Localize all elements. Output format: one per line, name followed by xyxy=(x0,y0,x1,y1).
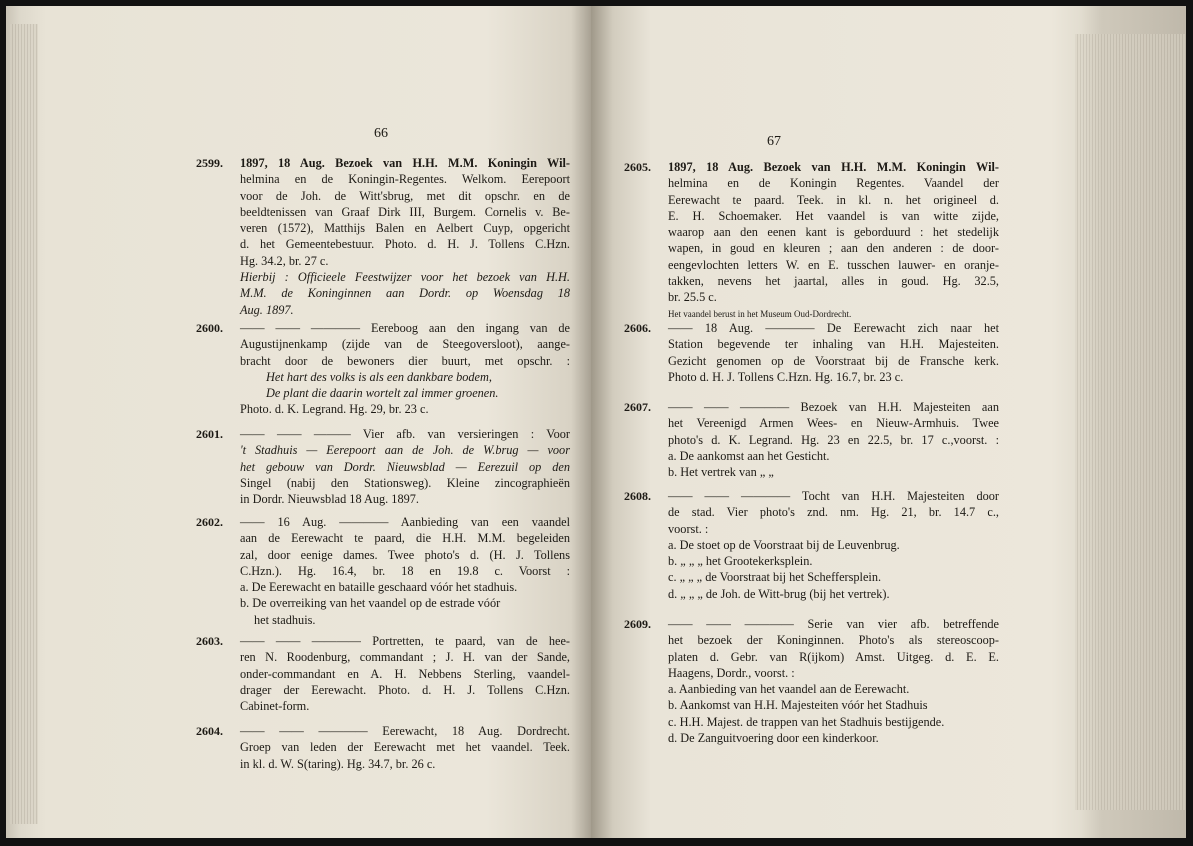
page-number-left: 66 xyxy=(374,126,388,141)
page-number-right: 67 xyxy=(767,134,781,149)
book-spread xyxy=(6,6,1186,838)
right-page: 67 2605. 1897, 18 Aug. Bezoek van H.H. M.M. Koningin Wil- helmina en de Koningin Regentes. Vaandel der Eerewacht te paard. Teek. in kl. n. het origineel d. E. H. Schoemaker. Het vaandel is van witte zijde, waarop aan den eenen kant is geborduurd : het stedelijk wapen, in goud en kleuren ; aan den anderen : de door- eengevlochten letters W. en E. tusschen lauwer- en oranje- takken, nevens het jaartal, alles in goud. Hg. 32.5, br. 25.5 c. Het vaandel berust in het Museum Oud-Dordrecht. 2606. —— 18 Aug. ———— De Eerewacht zich naar het Station begevende ter inhaling van H.H. Majesteiten. Gezicht genomen op de Voorstraat bij de Fransche kerk. Photo d. H. J. Tollens C.Hzn. Hg. 16.7, br. 23 c. 2607. —— —— ———— Bezoek van H.H. Majesteiten aan het Vereenigd Armen Wees- en Nieuw-Armhuis. Twee photo's d. K. Legrand. Hg. 23 en 22.5, br. 17 c.,voorst. : a. De aankomst aan het Gesticht. b. Het vertrek van „ „ 2608. —— —— ———— Tocht van H.H. Majesteiten door de stad. Vier photo's znd. nm. Hg. 21, br. 14.7 c., voorst. : a. De stoet op de Voorstraat bij de Leuvenbrug. b. „ „ „ het Grootekerksplein. c. „ „ „ de Voorstraat bij het Scheffersplein. d. „ „ „ de Joh. de Witt-brug (bij het vertrek). 2609. —— —— ———— Serie van vier afb. betreffende het bezoek der Koninginnen. Photo's als stereoscoop- platen d. Gebr. van R(ijkom) Amst. Uitgeg. d. E. E. Haagens, Dordr., voorst. : a. Aanbieding van het vaandel aan de Eerewacht. b. Aankomst van H.H. Majesteiten vóór het Stadhuis c. H.H. Majest. de trappen van het Stadhuis bestijgende. d. De Zanguitvoering door een kinderkoor. xyxy=(591,6,1186,838)
entry-note: Het vaandel berust in het Museum Oud-Dordrecht. xyxy=(668,308,852,319)
left-page: 66 2599. 1897, 18 Aug. Bezoek van H.H. M.M. Koningin Wil- helmina en de Koningin-Regentes. Welkom. Eerepoort voor de Joh. de Witt'sbrug, met dit opschr. en de beeldtenissen van Graaf Dirk III, Burgem. Cornelis v. Be- veren (1572), Matthijs Balen en Aelbert Cuyp, opgericht d. het Gemeentebestuur. Photo. d. H. J. Tollens C.Hzn. Hg. 34.2, br. 27 c. Hierbij : Officieele Feestwijzer voor het bezoek van H.H. M.M. de Koninginnen aan Dordr. op Woensdag 18 Aug. 1897. 2600. —— —— ———— Eereboog aan den ingang van de Augustijnenkamp (zijde van de Steegoversloot), aange- bracht door de bewoners dier buurt, met opschr. : Het hart des volks is als een dankbare bodem, De plant die daarin wortelt zal immer groenen. Photo. d. K. Legrand. Hg. 29, br. 23 c. 2601. —— —— ——— Vier afb. van versieringen : Voor 't Stadhuis — Eerepoort aan de Joh. de W.brug — voor het gebouw van Dordr. Nieuwsblad — Eerezuil op den Singel (nabij den Stationsweg). Kleine zincographieën in Dordr. Nieuwsblad 18 Aug. 1897. 2602. —— 16 Aug. ———— Aanbieding van een vaandel aan de Eerewacht te paard, die H.H. M.M. begeleiden zal, door eenige dames. Twee photo's d. (H. J. Tollens C.Hzn.). Hg. 16.4, br. 18 en 19.8 c. Voorst : a. De Eerewacht en bataille geschaard vóór het stadhuis. b. De overreiking van het vaandel op de estrade vóór het stadhuis. 2603. —— —— ———— Portretten, te paard, van de hee- ren N. Roodenburg, commandant ; J. H. van der Sande, onder-commandant en A. H. Nebbens Sterling, vaandel- drager der Eerewacht. Photo. d. H. J. Tollens C.Hzn. Cabinet-form. 2604. —— —— ———— Eerewacht, 18 Aug. Dordrecht. Groep van leden der Eerewacht met het vaandel. Teek. in kl. d. W. S(taring). Hg. 34.7, br. 26 c. xyxy=(6,6,591,838)
right-page-edges xyxy=(1075,34,1185,810)
left-page-edges xyxy=(10,24,38,824)
